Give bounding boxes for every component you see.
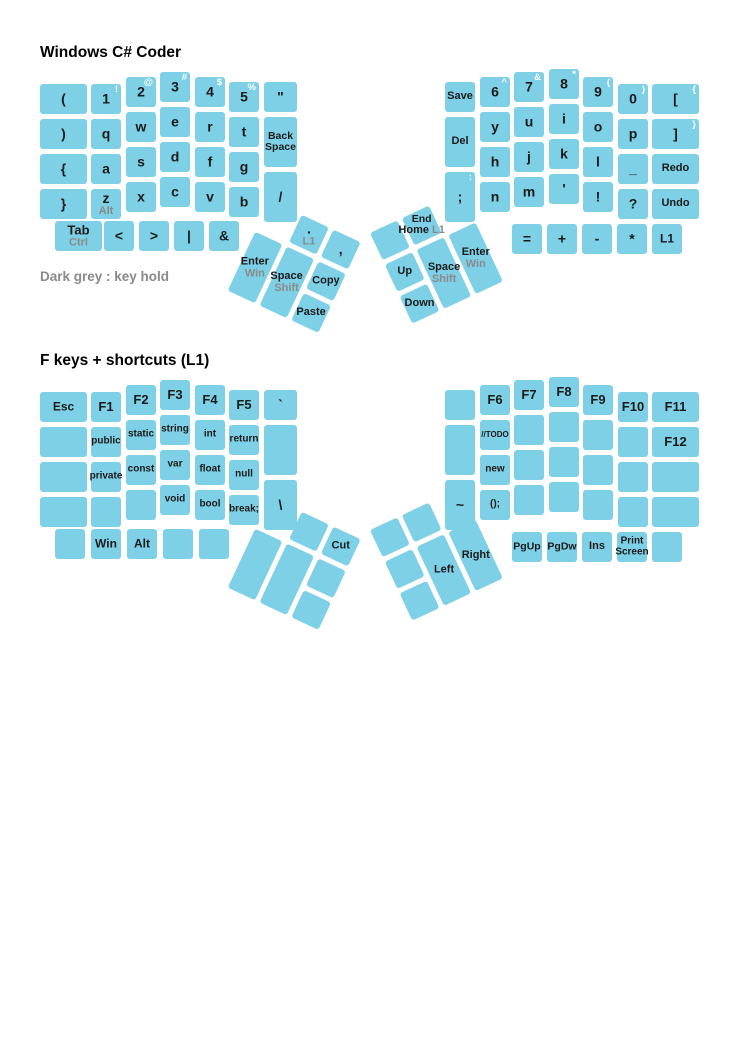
key-blank [549,482,579,512]
key-close-brace [40,189,87,219]
key-public [91,427,121,457]
key-label: ) [61,125,66,142]
key-n [480,182,510,212]
key-label: Up [397,265,413,278]
key-label: 2 [137,83,145,100]
key-blank [199,529,229,559]
key-backslash [264,480,297,530]
key-label: Undo [661,197,690,210]
key-label: F2 [133,392,149,408]
key-9 [583,77,613,107]
key-label: Win [95,536,117,551]
key-label: L1 [659,231,674,246]
key-label: ~ [455,496,465,513]
key-b [229,187,259,217]
key-question [618,189,648,219]
key-y [480,112,510,142]
key-label: * [629,230,635,247]
key-greater-than [139,221,169,251]
key-label: private [89,470,123,482]
layer1-title: Windows C# Coder [40,44,182,61]
key-blank [400,581,440,621]
key-label: & [218,227,230,244]
key-blank [402,503,442,543]
key-label: o [593,118,603,135]
key-pipe [174,221,204,251]
key-label: Space Shift [427,260,461,285]
key-blank [583,490,613,520]
key-label: Tab Ctrl [67,222,90,249]
superscript-label: ) [641,84,645,95]
key-label: w [135,118,147,135]
key-blank [549,412,579,442]
key-e [160,107,190,137]
key-f6 [480,385,510,415]
key-undo [652,189,699,219]
key-label: q [101,125,111,142]
key-label: (); [490,498,500,510]
key-label: F11 [664,399,687,415]
key-w [126,112,156,142]
key-exclamation [583,182,613,212]
superscript-label: & [534,72,541,83]
key-blank [445,390,475,420]
key-comma [321,230,361,270]
key-label: 7 [525,78,533,95]
key-5 [229,82,259,112]
key-less-than [104,221,134,251]
key-open-paren [40,84,87,114]
key-blank [370,220,410,260]
key-label: r [207,118,213,135]
key-redo [652,154,699,184]
key-v [195,182,225,212]
key-f9 [583,385,613,415]
key-label: / [278,188,283,205]
key-label: F7 [521,387,537,403]
key-f7 [514,380,544,410]
key-down [400,284,440,324]
key-label: PgDw [547,540,577,553]
key-label: e [171,113,179,130]
key-label: t [241,123,247,140]
key-new [480,455,510,485]
key-label: F10 [621,399,645,415]
key-label: null [235,468,253,480]
key-open-brace [40,154,87,184]
key-label: F1 [98,399,114,415]
key-label: bool [199,498,221,510]
key-blank [583,455,613,485]
key-label: n [490,188,500,205]
key-label: _ [629,160,637,177]
key-label: Back Space [265,129,296,153]
key-blank [583,420,613,450]
key-f2 [126,385,156,415]
key-label: 4 [206,83,214,100]
key-blank [264,425,297,475]
key-copy [306,261,346,301]
key-blank [40,497,87,527]
key-r [195,112,225,142]
key-label: { [60,160,67,177]
key-blank [306,558,346,598]
key-label: ! [595,188,601,205]
key-label: k [560,145,568,162]
key-label: + [557,230,567,247]
key-blank [163,529,193,559]
key-win [91,529,121,559]
key-label: Print Screen [615,535,649,557]
key-cut [321,527,361,567]
key-label: d [170,148,180,165]
superscript-label: # [181,72,187,83]
key-label: Esc [52,399,75,414]
key-label: s [137,153,145,170]
key-tab [55,221,102,251]
key-8 [549,69,579,99]
key-f [195,147,225,177]
key-blank [652,462,699,492]
key-label: x [137,188,145,205]
key-var [160,450,190,480]
key-close-paren [40,119,87,149]
layer2-title: F keys + shortcuts (L1) [40,352,210,369]
key-alt [127,529,157,559]
key-blank [385,549,425,589]
key-paste [291,293,331,333]
key-label: Save [447,90,473,103]
key-print-screen [617,532,647,562]
key-f12 [652,427,699,457]
key-label: public [91,435,121,447]
key-apostrophe [549,174,579,204]
key-label: Cut [331,539,350,552]
key-blank [514,485,544,515]
key-blank [126,490,156,520]
key-backtick [264,390,297,420]
key-int [195,420,225,450]
key-label: 9 [594,83,602,100]
key-x [126,182,156,212]
key-double-quote [264,82,297,112]
key-label: , [338,241,343,258]
key-label: Space Shift [270,269,303,294]
key-home [398,206,445,246]
key-label: Paste [296,306,326,319]
key-static [126,420,156,450]
key-label: m [522,183,536,200]
key-label: i [562,110,566,127]
key-string [160,415,190,445]
key-z [91,189,121,219]
key-label: 0 [629,90,637,107]
key-label: static [127,428,155,440]
key-label: - [594,230,600,247]
key-label: z Alt [98,189,114,217]
key-l [583,147,613,177]
key-label: Copy [312,274,340,287]
key-todo-comment [480,420,510,450]
key-label: | [187,227,191,244]
key-label: Enter Win [461,245,490,270]
superscript-label: ^ [501,77,507,88]
key-label: 3 [171,78,179,95]
key-label: l [596,153,600,170]
key-blank [91,497,121,527]
key-0 [618,84,648,114]
key-label: ( [61,90,66,107]
key-label: u [524,113,534,130]
key-label: F6 [487,392,503,408]
key-l1 [652,224,682,254]
key-label: Right [461,548,490,561]
key-label: F3 [167,387,183,403]
key-label: //TODO [481,429,509,439]
key-label: Alt [134,536,150,551]
key-label: b [239,193,249,210]
key-label: ; [457,188,463,205]
key-f5 [229,390,259,420]
key-h [480,147,510,177]
key-blank [370,517,410,557]
key-label: void [164,493,186,505]
key-del [445,117,475,167]
key-label: PgUp [513,540,541,553]
key-s [126,147,156,177]
key-label: const [127,463,155,475]
key-label: . L1 [302,220,316,248]
key-label: < [114,227,124,244]
key-g [229,152,259,182]
key-t [229,117,259,147]
key-f10 [618,392,648,422]
key-label: Ins [589,540,605,553]
key-label: 6 [491,83,499,100]
key-label: 5 [240,88,248,105]
key-label: string [161,423,189,435]
superscript-label: { [692,84,696,95]
key-blank [652,497,699,527]
key-ampersand [209,221,239,251]
key-label: End Home L1 [398,213,445,237]
key-return [229,425,259,455]
key-save [445,82,475,112]
key-blank [291,590,331,630]
key-label: Enter Win [241,254,270,279]
superscript-label: ( [606,77,610,88]
key-const [126,455,156,485]
key-label: F5 [236,397,252,413]
key-minus [582,224,612,254]
key-label: 8 [560,75,568,92]
key-a [91,154,121,184]
key-7 [514,72,544,102]
key-c [160,177,190,207]
superscript-label: % [247,82,256,93]
key-label: } [60,195,67,212]
key-blank [514,415,544,445]
key-bool [195,490,225,520]
key-blank [40,462,87,492]
key-label: j [527,148,531,165]
key-void [160,485,190,515]
key-pgup [512,532,542,562]
key-blank [652,532,682,562]
key-break [229,495,259,525]
key-f1 [91,392,121,422]
key-equals [512,224,542,254]
key-u [514,107,544,137]
key-label: f [207,153,213,170]
key-f8 [549,377,579,407]
key-p [618,119,648,149]
key-null [229,460,259,490]
key-f11 [652,392,699,422]
key-label: F8 [556,384,572,400]
key-label: ? [628,195,638,212]
key-label: \ [278,496,283,513]
key-ins [582,532,612,562]
key-6 [480,77,510,107]
superscript-label: $ [216,77,222,88]
key-label: break; [228,503,259,515]
key-label: Redo [661,162,690,175]
key-back-space [264,117,297,167]
key-float [195,455,225,485]
key-label: Del [451,135,469,148]
key-slash [264,172,297,222]
key-up [385,252,425,292]
key-private [91,462,121,492]
key-blank [618,427,648,457]
superscript-label: : [468,172,472,183]
key-j [514,142,544,172]
key-q [91,119,121,149]
key-label: var [167,458,183,470]
key-label: [ [673,90,678,107]
key-3 [160,72,190,102]
key-blank [549,447,579,477]
key-k [549,139,579,169]
legend-note: Dark grey : key hold [40,269,170,284]
key-blank [55,529,85,559]
key-label: h [490,153,500,170]
key-label: Down [404,296,435,309]
key-label: " [277,88,284,105]
key-label: = [522,230,532,247]
key-label: a [102,160,110,177]
superscript-label: } [692,119,696,130]
key-label: Left [433,563,454,576]
key-semicolon [445,172,475,222]
key-label: new [485,463,505,475]
key-close-bracket [652,119,699,149]
key-plus [547,224,577,254]
key-label: 1 [102,90,110,107]
key-o [583,112,613,142]
key-esc [40,392,87,422]
key-label: float [199,463,221,475]
key-asterisk [617,224,647,254]
key-parens-semicolon [480,490,510,520]
key-underscore [618,154,648,184]
key-d [160,142,190,172]
key-label: F12 [664,434,687,450]
key-label: c [171,183,179,200]
key-label: F9 [590,392,606,408]
key-blank [514,450,544,480]
key-f3 [160,380,190,410]
key-blank [445,425,475,475]
key-2 [126,77,156,107]
key-pgdw [547,532,577,562]
key-i [549,104,579,134]
key-m [514,177,544,207]
key-label: v [206,188,214,205]
key-blank [40,427,87,457]
key-label: F4 [202,392,218,408]
key-blank [618,497,648,527]
key-label: return [229,433,259,445]
key-1 [91,84,121,114]
superscript-label: ! [114,84,118,95]
key-label: ' [562,180,566,197]
key-blank [618,462,648,492]
key-label: ` [278,396,283,413]
key-f4 [195,385,225,415]
key-label: y [491,118,499,135]
superscript-label: * [572,69,576,80]
key-label: p [628,125,638,142]
superscript-label: @ [143,77,153,88]
key-label: g [239,158,249,175]
key-label: int [203,428,217,440]
key-label: > [149,227,159,244]
key-4 [195,77,225,107]
key-open-bracket [652,84,699,114]
key-label: ] [673,125,678,142]
